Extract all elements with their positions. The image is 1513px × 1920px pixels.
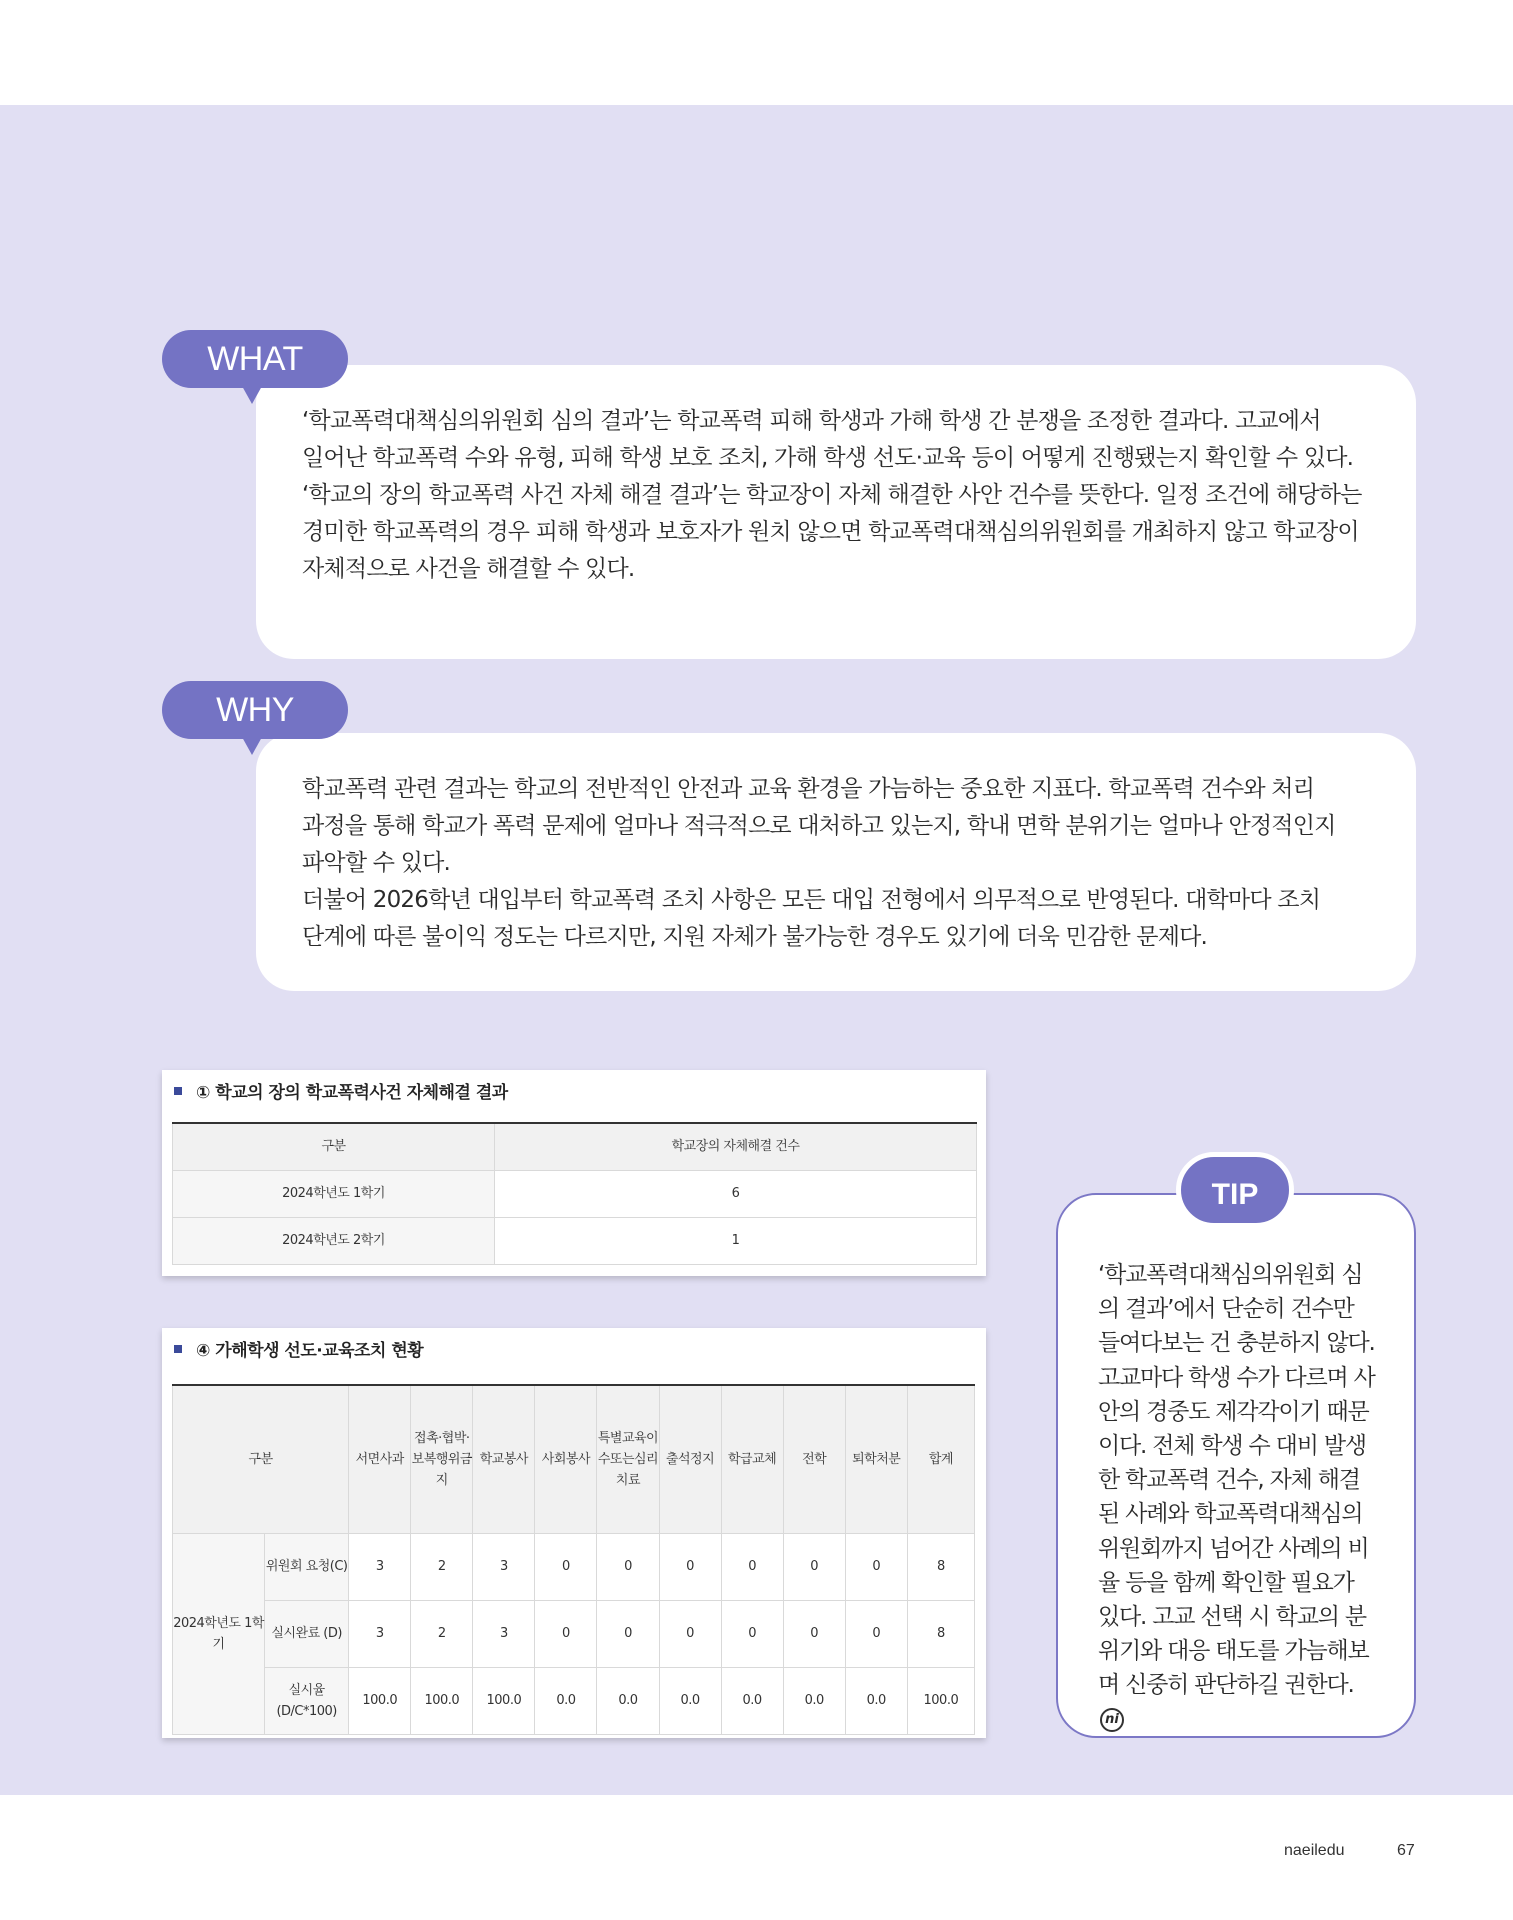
why-bubble [256, 733, 1416, 991]
table-cell: 0 [783, 1600, 845, 1667]
table-header-cell: 특별교육이수또는심리치료 [597, 1385, 659, 1533]
table1-card [162, 1070, 986, 1276]
table-cell: 0 [535, 1533, 597, 1600]
table-header-cell: 사회봉사 [535, 1385, 597, 1533]
table-cell: 0.0 [783, 1667, 845, 1734]
page-number: 67 [1397, 1842, 1415, 1859]
table2-title: ④ 가해학생 선도·교육조치 현황 [174, 1336, 423, 1361]
table-cell: 0.0 [845, 1667, 907, 1734]
table-header-cell: 구분 [173, 1123, 495, 1170]
table-cell: 8 [907, 1533, 974, 1600]
table-cell: 0 [597, 1600, 659, 1667]
why-tag: WHY [162, 681, 348, 739]
table-cell: 2 [411, 1533, 473, 1600]
table2-card [162, 1328, 986, 1738]
table-cell: 2 [411, 1600, 473, 1667]
table-row-label: 2024학년도 2학기 [173, 1217, 495, 1264]
table-header-cell: 서면사과 [349, 1385, 411, 1533]
table-cell: 3 [349, 1600, 411, 1667]
table-cell: 0 [845, 1533, 907, 1600]
bullet-square-icon [174, 1087, 182, 1095]
table-header-row [173, 1385, 975, 1533]
what-paragraph-1: ‘학교폭력대책심의위원회 심의 결과’는 학교폭력 피해 학생과 가해 학생 간 분쟁을 조정한 결과다. 고교에서 일어난 학교폭력 수와 유형, 피해 학생 보호 조치, 가해 학생 선도·교육 등이 어떻게 진행됐는지 확인할 수 있다. [302, 408, 1354, 471]
table-cell: 1 [495, 1217, 977, 1264]
table-row-label: 실시율 (D/C*100) [265, 1667, 349, 1734]
table-group-label: 2024학년도 1학기 [173, 1533, 265, 1734]
table-header-cell: 출석정지 [659, 1385, 721, 1533]
why-paragraph-1: 학교폭력 관련 결과는 학교의 전반적인 안전과 교육 환경을 가늠하는 중요한 지표다. 학교폭력 건수와 처리 과정을 통해 학교가 폭력 문제에 얼마나 적극적으로 대처하고 있는지, 학내 면학 분위기는 얼마나 안정적인지 파악할 수 있다. [302, 776, 1336, 876]
tip-text: ‘학교폭력대책심의위원회 심의 결과’에서 단순히 건수만 들여다보는 건 충분하지 않다. 고교마다 학생 수가 다르며 사안의 경중도 제각각이기 때문이다. 전체 학생 수 대비 발생한 학교폭력 건수, 자체 해결된 사례와 학교폭력대책심의 위원회까지 넘어간 사례의 비율 등을 함께 확인할 필요가 있다. 고교 선택 시 학교의 분위기와 대응 태도를 가늠해보며 신중히 판단하길 권한다.ni [1098, 1258, 1376, 1737]
table-cell: 0 [659, 1600, 721, 1667]
table-row-label: 위원회 요청(C) [265, 1533, 349, 1600]
table-cell: 100.0 [349, 1667, 411, 1734]
table-row-label: 실시완료 (D) [265, 1600, 349, 1667]
table-row [173, 1667, 975, 1734]
table-header-cell: 학급교체 [721, 1385, 783, 1533]
bullet-square-icon [174, 1345, 182, 1353]
table2 [172, 1384, 975, 1735]
table-cell: 6 [495, 1170, 977, 1217]
table-cell: 0 [535, 1600, 597, 1667]
table-header-row [173, 1123, 977, 1170]
ni-logo-icon: ni [1100, 1708, 1124, 1732]
table-cell: 3 [473, 1600, 535, 1667]
table1-title: ① 학교의 장의 학교폭력사건 자체해결 결과 [174, 1078, 508, 1103]
table-header-cell: 학교봉사 [473, 1385, 535, 1533]
table-cell: 0 [721, 1600, 783, 1667]
table-cell: 0.0 [597, 1667, 659, 1734]
table-cell: 0 [783, 1533, 845, 1600]
table-cell: 0 [721, 1533, 783, 1600]
table-cell: 0 [597, 1533, 659, 1600]
table-cell: 0.0 [535, 1667, 597, 1734]
table-cell: 3 [473, 1533, 535, 1600]
table-cell: 0.0 [659, 1667, 721, 1734]
table-cell: 0.0 [721, 1667, 783, 1734]
what-paragraph-2: ‘학교의 장의 학교폭력 사건 자체 해결 결과’는 학교장이 자체 해결한 사안 건수를 뜻한다. 일정 조건에 해당하는 경미한 학교폭력의 경우 피해 학생과 보호자가 원치 않으면 학교폭력대책심의위원회를 개최하지 않고 학교장이 자체적으로 사건을 해결할 수 있다. [302, 482, 1362, 582]
table-header-cell: 퇴학처분 [845, 1385, 907, 1533]
table-header-cell: 접촉·협박·보복행위금지 [411, 1385, 473, 1533]
table-header-cell: 합계 [907, 1385, 974, 1533]
table-row [173, 1217, 977, 1264]
table-cell: 3 [349, 1533, 411, 1600]
footer-brand: naeiledu [1284, 1842, 1345, 1859]
table-cell: 100.0 [473, 1667, 535, 1734]
table-row [173, 1533, 975, 1600]
what-tag: WHAT [162, 330, 348, 388]
table-cell: 100.0 [411, 1667, 473, 1734]
table-header-cell: 전학 [783, 1385, 845, 1533]
table-row [173, 1170, 977, 1217]
table-cell: 100.0 [907, 1667, 974, 1734]
table1 [172, 1122, 977, 1265]
table-cell: 0 [659, 1533, 721, 1600]
table-header-cell: 학교장의 자체해결 건수 [495, 1123, 977, 1170]
why-paragraph-2: 더불어 2026학년 대입부터 학교폭력 조치 사항은 모든 대입 전형에서 의무적으로 반영된다. 대학마다 조치 단계에 따른 불이익 정도는 다르지만, 지원 자체가 불가능한 경우도 있기에 더욱 민감한 문제다. [302, 887, 1321, 950]
table-row [173, 1600, 975, 1667]
table-cell: 8 [907, 1600, 974, 1667]
table-header-cell: 구분 [173, 1385, 349, 1533]
tip-tag: TIP [1176, 1152, 1294, 1228]
what-bubble [256, 365, 1416, 659]
table-row-label: 2024학년도 1학기 [173, 1170, 495, 1217]
table-cell: 0 [845, 1600, 907, 1667]
